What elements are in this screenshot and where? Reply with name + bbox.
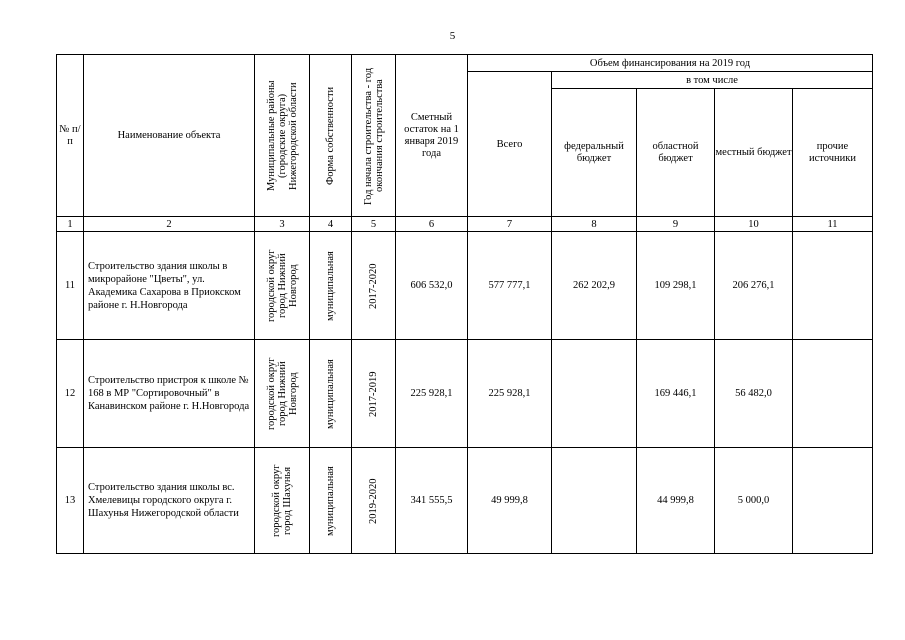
- row-no: 13: [57, 448, 84, 554]
- header-row-1: [57, 55, 873, 72]
- row-other: [793, 340, 873, 448]
- header-district: Муниципальные районы (городские округа) Нижегородской области: [255, 55, 310, 217]
- table-row: [57, 340, 873, 448]
- row-balance: 225 928,1: [396, 340, 468, 448]
- header-ownership: Форма собственности: [310, 55, 352, 217]
- header-balance: Сметный остаток на 1 января 2019 года: [396, 55, 468, 217]
- header-no: № п/п: [57, 55, 84, 217]
- column-number: 9: [637, 217, 715, 232]
- row-no: 12: [57, 340, 84, 448]
- row-regional: 109 298,1: [637, 232, 715, 340]
- header-name: Наименование объекта: [84, 55, 255, 217]
- row-years: 2019-2020: [352, 448, 396, 554]
- row-federal: 262 202,9: [552, 232, 637, 340]
- row-federal: [552, 448, 637, 554]
- row-years: 2017-2020: [352, 232, 396, 340]
- row-district: городской округ город Шахунья: [255, 448, 310, 554]
- header-federal: федеральный бюджет: [552, 89, 637, 217]
- row-no: 11: [57, 232, 84, 340]
- row-total: 225 928,1: [468, 340, 552, 448]
- header-years: Год начала строительства - год окончания строительства: [352, 55, 396, 217]
- row-federal: [552, 340, 637, 448]
- column-number: 2: [84, 217, 255, 232]
- row-regional: 44 999,8: [637, 448, 715, 554]
- column-number-row: [57, 217, 873, 232]
- header-local: местный бюджет: [715, 89, 793, 217]
- table-row: [57, 232, 873, 340]
- header-other: прочие источники: [793, 89, 873, 217]
- row-local: 206 276,1: [715, 232, 793, 340]
- row-regional: 169 446,1: [637, 340, 715, 448]
- column-number: 3: [255, 217, 310, 232]
- row-other: [793, 232, 873, 340]
- page-number: 5: [449, 30, 456, 42]
- column-number: 6: [396, 217, 468, 232]
- column-number: 5: [352, 217, 396, 232]
- column-number: 7: [468, 217, 552, 232]
- row-name: Строительство пристроя к школе № 168 в МР "Сортировочный" в Канавинском районе г. Н.Новгорода: [84, 340, 255, 448]
- row-ownership: муниципальная: [310, 232, 352, 340]
- row-local: 56 482,0: [715, 340, 793, 448]
- column-number: 1: [57, 217, 84, 232]
- row-local: 5 000,0: [715, 448, 793, 554]
- funding-table: [56, 54, 873, 554]
- row-name: Строительство здания школы вс. Хмелевицы городского округа г. Шахунья Нижегородской области: [84, 448, 255, 554]
- row-balance: 341 555,5: [396, 448, 468, 554]
- row-total: 577 777,1: [468, 232, 552, 340]
- header-regional: областной бюджет: [637, 89, 715, 217]
- column-number: 4: [310, 217, 352, 232]
- row-ownership: муниципальная: [310, 448, 352, 554]
- row-balance: 606 532,0: [396, 232, 468, 340]
- row-name: Строительство здания школы в микрорайоне "Цветы", ул. Академика Сахарова в Приокском районе г. Н.Новгорода: [84, 232, 255, 340]
- header-total: Всего: [468, 72, 552, 217]
- column-number: 10: [715, 217, 793, 232]
- column-number: 8: [552, 217, 637, 232]
- column-number: 11: [793, 217, 873, 232]
- header-funding-group: Объем финансирования на 2019 год: [468, 55, 873, 72]
- row-years: 2017-2019: [352, 340, 396, 448]
- row-district: городской округ город Нижний Новгород: [255, 340, 310, 448]
- header-including-group: в том числе: [552, 72, 873, 89]
- row-total: 49 999,8: [468, 448, 552, 554]
- row-ownership: муниципальная: [310, 340, 352, 448]
- table-row: [57, 448, 873, 554]
- row-district: городской округ город Нижний Новгород: [255, 232, 310, 340]
- row-other: [793, 448, 873, 554]
